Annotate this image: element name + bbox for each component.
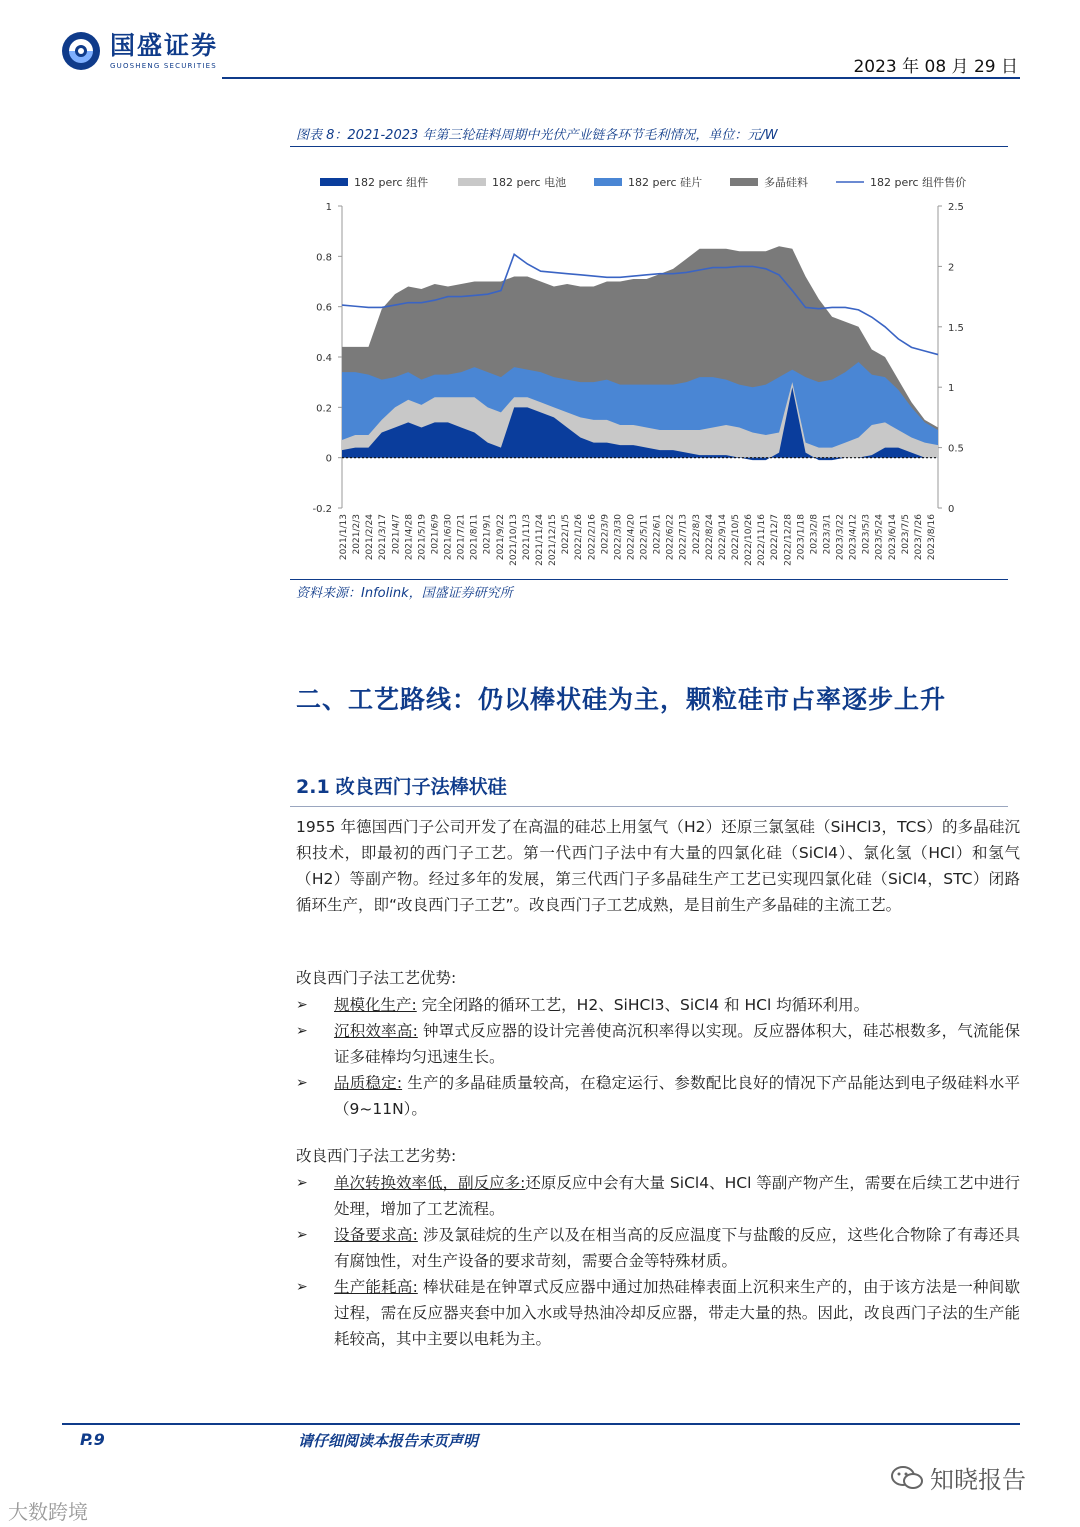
advantages-list (296, 992, 1020, 1122)
x-tick-label: 2021/8/11 (469, 514, 480, 561)
wechat-watermark (890, 1460, 1026, 1495)
x-tick-label: 2021/6/30 (443, 514, 454, 561)
right-tick-label: 0.5 (948, 443, 964, 455)
legend-label: 多晶硅料 (764, 176, 808, 189)
intro-paragraph: 1955 年德国西门子公司开发了在高温的硅芯上用氢气（H2）还原三氯氢硅（SiHCl3，TCS）的多晶硅沉积技术，即最初的西门子工艺。第一代西门子法中有大量的四氯化硅（SiCl4）、氯化氢（HCl）和氢气（H2）等副产物。经过多年的发展，第三代西门子多晶硅生产工艺已实现四氯化硅（SiCl4，STC）闭路循环生产，即“改良西门子工艺”。改良西门子工艺成熟，是目前生产多晶硅的主流工艺。 (296, 818, 1020, 914)
x-tick-label: 2021/11/24 (535, 514, 545, 566)
corner-watermark (8, 1496, 88, 1525)
list-item (296, 1018, 1020, 1070)
list-item (296, 992, 1020, 1018)
bullet-text: 钟罩式反应器的设计完善使高沉积率得以实现。反应器体积大，硅芯根数多，气流能保证多硅棒均匀迅速生长。 (334, 1022, 1020, 1066)
list-item (296, 1170, 1020, 1222)
right-tick-label: 2.5 (948, 202, 964, 213)
legend-label: 182 perc 电池 (492, 176, 567, 189)
bullet-arrow-icon: ➢ (296, 1279, 308, 1295)
right-tick-label: 1.5 (948, 322, 964, 334)
disadvantages-heading: 改良西门子法工艺劣势: (296, 1147, 457, 1165)
left-tick-label: 0 (325, 453, 332, 465)
x-tick-label: 2022/12/7 (770, 514, 781, 561)
x-tick-label: 2021/7/21 (456, 514, 467, 561)
x-tick-label: 2022/3/9 (600, 514, 611, 555)
list-item (296, 1222, 1020, 1274)
x-tick-label: 2021/9/22 (495, 514, 506, 561)
bullet-label: 品质稳定: (334, 1074, 403, 1092)
x-tick-label: 2021/2/24 (365, 514, 376, 561)
x-tick-label: 2021/3/17 (378, 514, 389, 561)
x-tick-label: 2023/3/1 (822, 514, 833, 555)
x-tick-label: 2022/1/26 (574, 514, 585, 561)
x-tick-label: 2022/12/28 (783, 514, 794, 566)
advantages-heading: 改良西门子法工艺优势: (296, 969, 457, 987)
x-tick-label: 2023/3/22 (835, 514, 846, 561)
x-tick-label: 2022/9/14 (717, 514, 728, 561)
x-tick-label: 2022/7/13 (678, 514, 689, 561)
x-tick-label: 2023/4/12 (848, 514, 859, 561)
bullet-text: 棒状硅是在钟罩式反应器中通过加热硅棒表面上沉积来生产的，由于该方法是一种间歇过程，需在反应器夹套中加入水或导热油冷却反应器，带走大量的热。因此，改良西门子法的生产能耗较高，其中主要以电耗为主。 (334, 1278, 1020, 1348)
x-tick-label: 2021/4/7 (391, 514, 402, 555)
disadvantages-list (296, 1170, 1020, 1352)
left-tick-label: -0.2 (312, 504, 332, 515)
bullet-text: 还原反应中会有大量 SiCl4、HCl 等副产物产生，需要在后续工艺中进行处理，增加了工艺流程。 (334, 1174, 1020, 1218)
legend-swatch-wafer (594, 178, 622, 186)
x-tick-label: 2022/5/11 (639, 514, 650, 561)
x-tick-label: 2023/5/3 (861, 514, 872, 555)
x-tick-label: 2023/6/14 (887, 514, 898, 561)
wechat-icon (890, 1464, 924, 1492)
header-divider (222, 77, 1020, 79)
right-tick-label: 0 (948, 504, 955, 515)
x-tick-label: 2021/1/13 (339, 514, 349, 561)
wechat-watermark-text: 知晓报告 (930, 1466, 1026, 1494)
footer-divider (62, 1423, 1020, 1425)
bullet-label: 生产能耗高: (334, 1278, 418, 1296)
corner-watermark-text: 大数跨境 (8, 1500, 88, 1524)
x-tick-label: 2023/7/5 (900, 514, 911, 555)
bullet-arrow-icon: ➢ (296, 1175, 308, 1191)
legend-label: 182 perc 硅片 (628, 176, 703, 189)
x-tick-label: 2021/6/9 (430, 514, 441, 555)
bullet-label: 设备要求高: (334, 1226, 418, 1244)
brand-name-cn: 国盛证券 (110, 31, 219, 60)
subsection-number: 2.1 (296, 776, 330, 798)
section-title: 二、工艺路线：仍以棒状硅为主，颗粒硅市占率逐步上升 (296, 685, 947, 714)
bullet-label: 沉积效率高: (334, 1022, 418, 1040)
x-tick-label: 2021/4/28 (404, 514, 415, 561)
subsection-title (296, 772, 507, 799)
legend-swatch-cell (458, 178, 486, 186)
bullet-arrow-icon: ➢ (296, 1227, 308, 1243)
x-tick-label: 2023/7/26 (913, 514, 924, 561)
x-tick-label: 2023/5/24 (874, 514, 885, 561)
left-tick-label: 0.6 (316, 302, 332, 314)
company-logo (60, 30, 218, 72)
x-tick-label: 2022/4/20 (626, 514, 637, 561)
subsection-text: 改良西门子法棒状硅 (335, 776, 507, 798)
x-tick-label: 2021/12/15 (548, 514, 559, 566)
list-item (296, 1274, 1020, 1352)
left-tick-label: 0.4 (316, 353, 332, 364)
x-tick-label: 2021/2/3 (352, 514, 363, 555)
x-tick-label: 2021/10/13 (508, 514, 519, 566)
x-tick-label: 2021/11/3 (521, 514, 532, 561)
legend-label: 182 perc 组件 (354, 176, 429, 189)
x-tick-label: 2023/2/8 (809, 514, 820, 555)
legend-swatch-module (320, 178, 348, 186)
gross-margin-chart (296, 152, 1008, 576)
figure-source: 资料来源：Infolink，国盛证券研究所 (296, 586, 513, 601)
page-number: P.9 (80, 1430, 105, 1449)
right-tick-label: 2 (948, 262, 955, 274)
x-tick-label: 2022/3/30 (613, 514, 624, 561)
x-tick-label: 2023/1/18 (796, 514, 807, 561)
legend-label: 182 perc 组件售价 (870, 176, 967, 189)
list-item (296, 1070, 1020, 1122)
left-tick-label: 0.2 (316, 403, 332, 415)
x-tick-label: 2022/8/24 (704, 514, 715, 561)
figure-title: 图表 8：2021-2023 年第三轮硅料周期中光伏产业链各环节毛利情况，单位：元/W (296, 128, 778, 143)
bullet-arrow-icon: ➢ (296, 1023, 308, 1039)
bullet-label: 单次转换效率低，副反应多: (334, 1174, 526, 1192)
bullet-label: 规模化生产: (334, 996, 417, 1014)
x-tick-label: 2022/2/16 (587, 514, 598, 561)
right-tick-label: 1 (948, 383, 955, 395)
x-tick-label: 2021/9/1 (482, 514, 493, 555)
x-tick-label: 2021/5/19 (417, 514, 428, 561)
figure-top-rule (290, 146, 1008, 147)
x-tick-label: 2022/6/1 (652, 514, 663, 555)
x-tick-label: 2022/6/22 (665, 514, 676, 561)
footer-disclaimer: 请仔细阅读本报告末页声明 (298, 1432, 479, 1450)
bullet-text: 完全闭路的循环工艺，H2、SiHCl3、SiCl4 和 HCl 均循环利用。 (421, 996, 870, 1014)
x-tick-label: 2023/8/16 (927, 514, 937, 561)
x-tick-label: 2022/10/5 (731, 514, 741, 561)
guosheng-logo-icon (60, 30, 102, 72)
report-date: 2023 年 08 月 29 日 (853, 57, 1018, 77)
figure-bottom-rule (290, 579, 1008, 580)
subsection-divider (290, 806, 1008, 807)
brand-name-en: GUOSHENG SECURITIES (110, 62, 217, 70)
bullet-arrow-icon: ➢ (296, 997, 308, 1013)
legend-swatch-poly (730, 178, 758, 186)
bullet-arrow-icon: ➢ (296, 1075, 308, 1091)
left-tick-label: 1 (325, 202, 332, 213)
x-tick-label: 2022/10/26 (744, 514, 755, 566)
left-tick-label: 0.8 (316, 252, 332, 264)
bullet-text: 涉及氯硅烷的生产以及在相当高的反应温度下与盐酸的反应，这些化合物除了有毒还具有腐蚀性，对生产设备的要求苛刻，需要合金等特殊材质。 (334, 1226, 1020, 1270)
x-tick-label: 2022/1/5 (561, 514, 572, 555)
x-tick-label: 2022/8/3 (691, 514, 702, 555)
bullet-text: 生产的多晶硅质量较高，在稳定运行、参数配比良好的情况下产品能达到电子级硅料水平（9~11N）。 (334, 1074, 1020, 1118)
x-tick-label: 2022/11/16 (757, 514, 768, 566)
